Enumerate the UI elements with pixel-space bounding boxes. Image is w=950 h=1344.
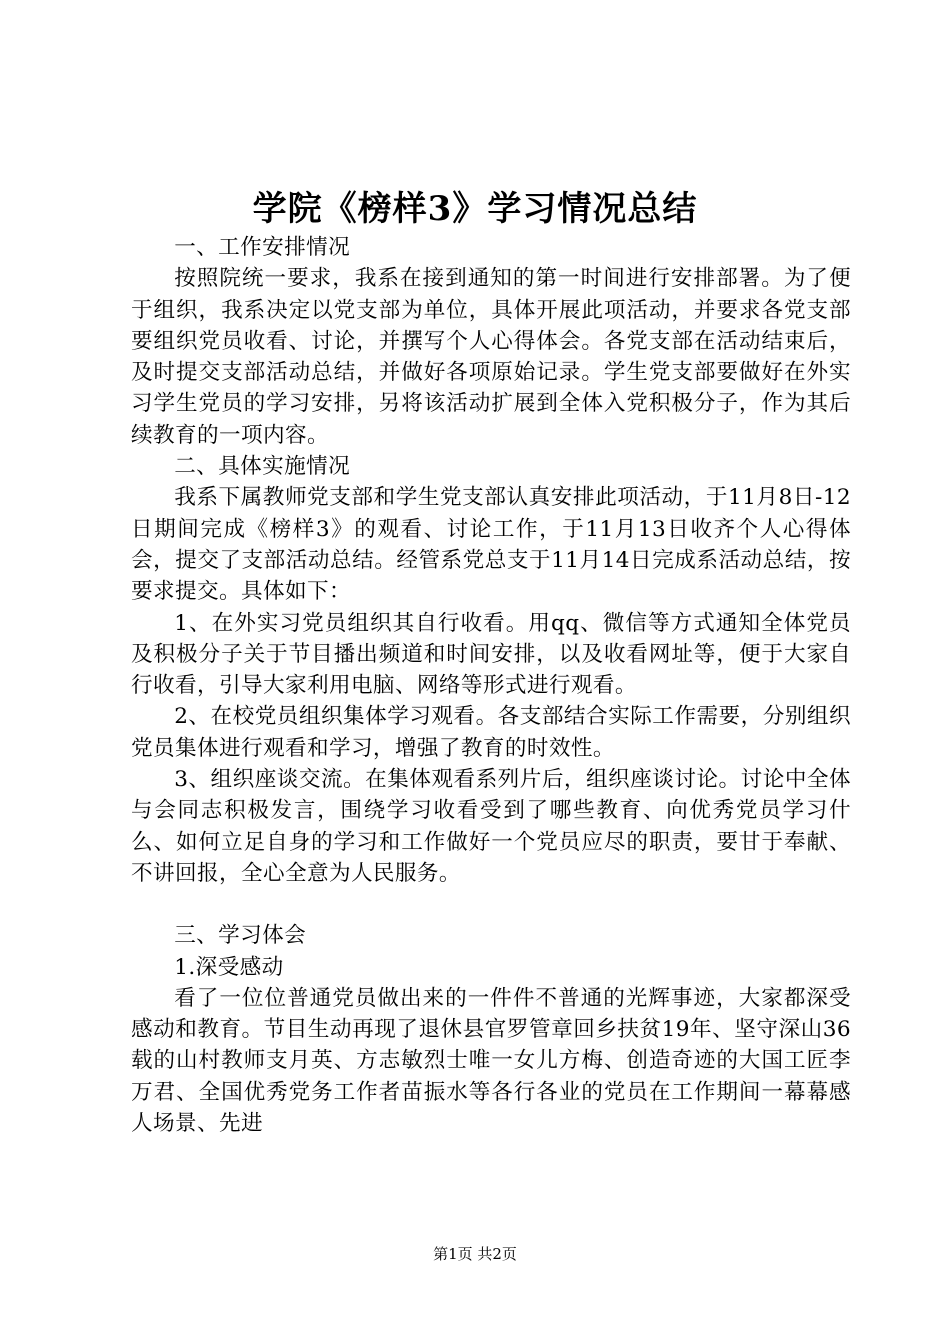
paragraph-implementation: 我系下属教师党支部和学生党支部认真安排此项活动，于11月8日-12日期间完成《榜样3》的观看、讨论工作，于11月13日收齐个人心得体会，提交了支部活动总结。经管系党总支于11月14日完成系活动总结，按要求提交。具体如下： xyxy=(131,485,851,605)
subheading-deeply-moved: 1.深受感动 xyxy=(174,954,284,980)
document-body xyxy=(131,232,851,1139)
paragraph-item-1: 1、在外实习党员组织其自行收看。用qq、微信等方式通知全体党员及积极分子关于节目播出频道和时间安排，以及收看网址等，便于大家自行收看，引导大家利用电脑、网络等形式进行观看。 xyxy=(131,610,851,699)
section-heading-2: 二、具体实施情况 xyxy=(174,454,351,480)
paragraph-deeply-moved: 看了一位位普通党员做出来的一件件不普通的光辉事迹，大家都深受感动和教育。节目生动再现了退休县官罗管章回乡扶贫19年、坚守深山36载的山村教师支月英、方志敏烈士唯一女儿方梅、创造奇迹的大国工匠李万君、全国优秀党务工作者苗振水等各行各业的党员在工作期间一幕幕感人场景、先进 xyxy=(131,985,851,1137)
paragraph-work-arrangement: 按照院统一要求，我系在接到通知的第一时间进行安排部署。为了便于组织，我系决定以党支部为单位，具体开展此项活动，并要求各党支部要组织党员收看、讨论，并撰写个人心得体会。各党支部在活动结束后，及时提交支部活动总结，并做好各项原始记录。学生党支部要做好在外实习学生党员的学习安排，另将该活动扩展到全体入党积极分子，作为其后续教育的一项内容。 xyxy=(131,266,851,448)
paragraph-item-3: 3、组织座谈交流。在集体观看系列片后，组织座谈讨论。讨论中全体与会同志积极发言，围绕学习收看受到了哪些教育、向优秀党员学习什么、如何立足自身的学习和工作做好一个党员应尽的职责，要甘于奉献、不讲回报，全心全意为人民服务。 xyxy=(131,767,851,886)
document-title: 学院《榜样3》学习情况总结 xyxy=(252,189,698,229)
section-heading-3: 三、学习体会 xyxy=(174,923,307,949)
page-footer: 第1页 共2页 xyxy=(433,1245,517,1263)
paragraph-item-2: 2、在校党员组织集体学习观看。各支部结合实际工作需要，分别组织党员集体进行观看和学习，增强了教育的时效性。 xyxy=(131,704,851,761)
section-heading-1: 一、工作安排情况 xyxy=(174,235,351,260)
